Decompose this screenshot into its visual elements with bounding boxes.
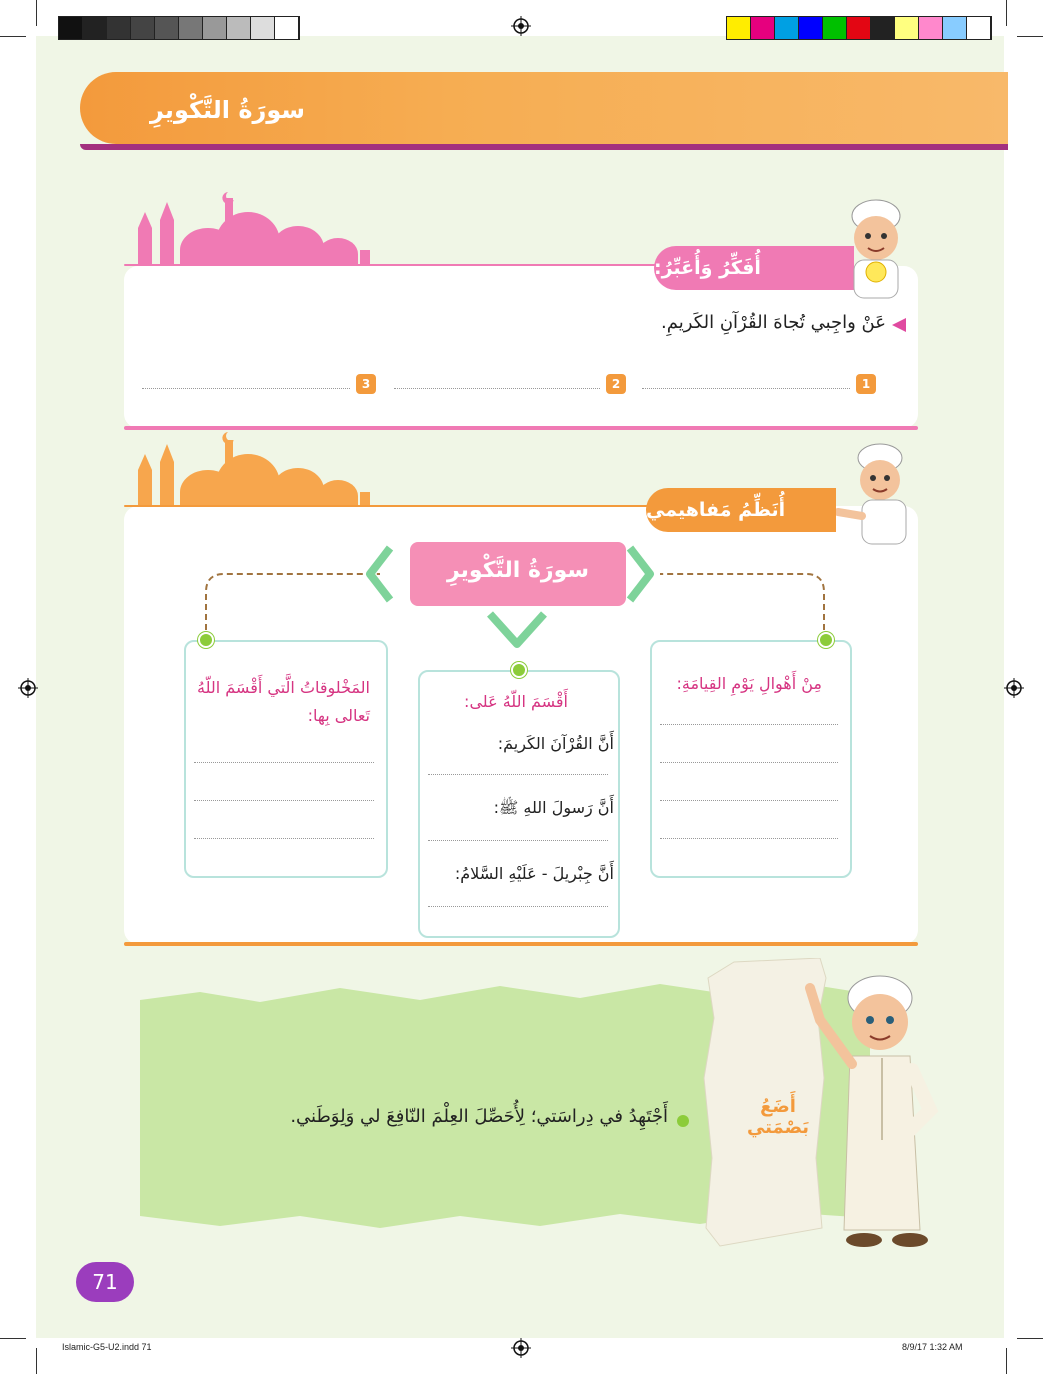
answer-line-2[interactable] xyxy=(394,388,600,389)
answer-line[interactable] xyxy=(428,774,608,775)
trim-mark xyxy=(36,0,37,26)
trim-mark xyxy=(1006,0,1007,26)
reflect-card xyxy=(124,266,918,428)
mosque-silhouette-orange-icon xyxy=(128,430,388,510)
connector-dot xyxy=(818,632,834,648)
middle-box-line-1: أَنَّ القُرْآنَ الكَريمَ: xyxy=(497,734,614,753)
center-concept-title: سورَةُ التَّكْويرِ xyxy=(446,558,590,583)
answer-line[interactable] xyxy=(194,762,374,763)
footer-date: 8/9/17 1:32 AM xyxy=(902,1342,963,1352)
answer-line[interactable] xyxy=(660,724,838,725)
reflect-label: أُفَكِّرُ وَأُعَبِّرُ: xyxy=(654,246,854,290)
boy-pointing-icon xyxy=(836,440,916,546)
organize-label: أُنَظِّمُ مَفاهيمي xyxy=(646,488,836,532)
registration-mark-left xyxy=(18,678,38,698)
boy-thinking-icon xyxy=(832,196,918,300)
registration-mark-top xyxy=(511,16,531,36)
trim-mark xyxy=(1017,1338,1043,1339)
left-box-title: المَخْلوقاتُ الَّتي أَقْسَمَ اللّهُ تَعالى بِها: xyxy=(197,678,370,725)
footer-filename: Islamic-G5-U2.indd 71 xyxy=(62,1342,152,1352)
mosque-silhouette-icon xyxy=(128,190,388,268)
reflect-prompt: عَنْ واجِبي تُجاهَ القُرْآنِ الكَريمِ. xyxy=(661,312,886,333)
trim-mark xyxy=(1006,1348,1007,1374)
right-box-title: مِنْ أَهْوالِ يَوْمِ القِيامَةِ: xyxy=(676,674,822,693)
answer-line[interactable] xyxy=(660,800,838,801)
page-title: سورَةُ التَّكْويرِ xyxy=(150,96,305,124)
trim-mark xyxy=(1017,36,1043,37)
connector-dot xyxy=(198,632,214,648)
pink-arrow-bullet-icon xyxy=(892,318,906,332)
middle-box-title: أَقْسَمَ اللّهُ عَلى: xyxy=(464,692,568,711)
page-number: 71 xyxy=(76,1262,134,1302)
green-star-bullet-icon xyxy=(676,1114,690,1128)
registration-mark-right xyxy=(1004,678,1024,698)
imprint-text: أَجْتَهِدُ في دِراسَتي؛ لِأُحَصِّلَ العِلْمَ النّافِعَ لي وَلِوَطَني. xyxy=(290,1106,668,1127)
trim-mark xyxy=(36,1348,37,1374)
middle-box-line-3: أَنَّ جِبْريلَ - عَلَيْهِ السَّلامُ: xyxy=(454,864,614,883)
trim-mark xyxy=(0,1338,26,1339)
answer-line[interactable] xyxy=(660,762,838,763)
answer-line[interactable] xyxy=(194,838,374,839)
grayscale-bar xyxy=(58,16,300,40)
answer-line-3[interactable] xyxy=(142,388,350,389)
item-number-3: 3 xyxy=(356,374,376,394)
answer-line[interactable] xyxy=(194,800,374,801)
organize-card-underline xyxy=(124,942,918,946)
boy-standing-icon xyxy=(800,960,950,1260)
item-number-1: 1 xyxy=(856,374,876,394)
answer-line-1[interactable] xyxy=(642,388,850,389)
item-number-2: 2 xyxy=(606,374,626,394)
connector-dot xyxy=(511,662,527,678)
middle-box-line-2: أَنَّ رَسولَ اللهِ ﷺ: xyxy=(493,798,614,817)
answer-line[interactable] xyxy=(660,838,838,839)
answer-line[interactable] xyxy=(428,840,608,841)
answer-line[interactable] xyxy=(428,906,608,907)
color-bar xyxy=(726,16,992,40)
imprint-label: أَضَعُ بَصْمَتي xyxy=(746,1096,810,1138)
trim-mark xyxy=(0,36,26,37)
registration-mark-bottom xyxy=(511,1338,531,1358)
